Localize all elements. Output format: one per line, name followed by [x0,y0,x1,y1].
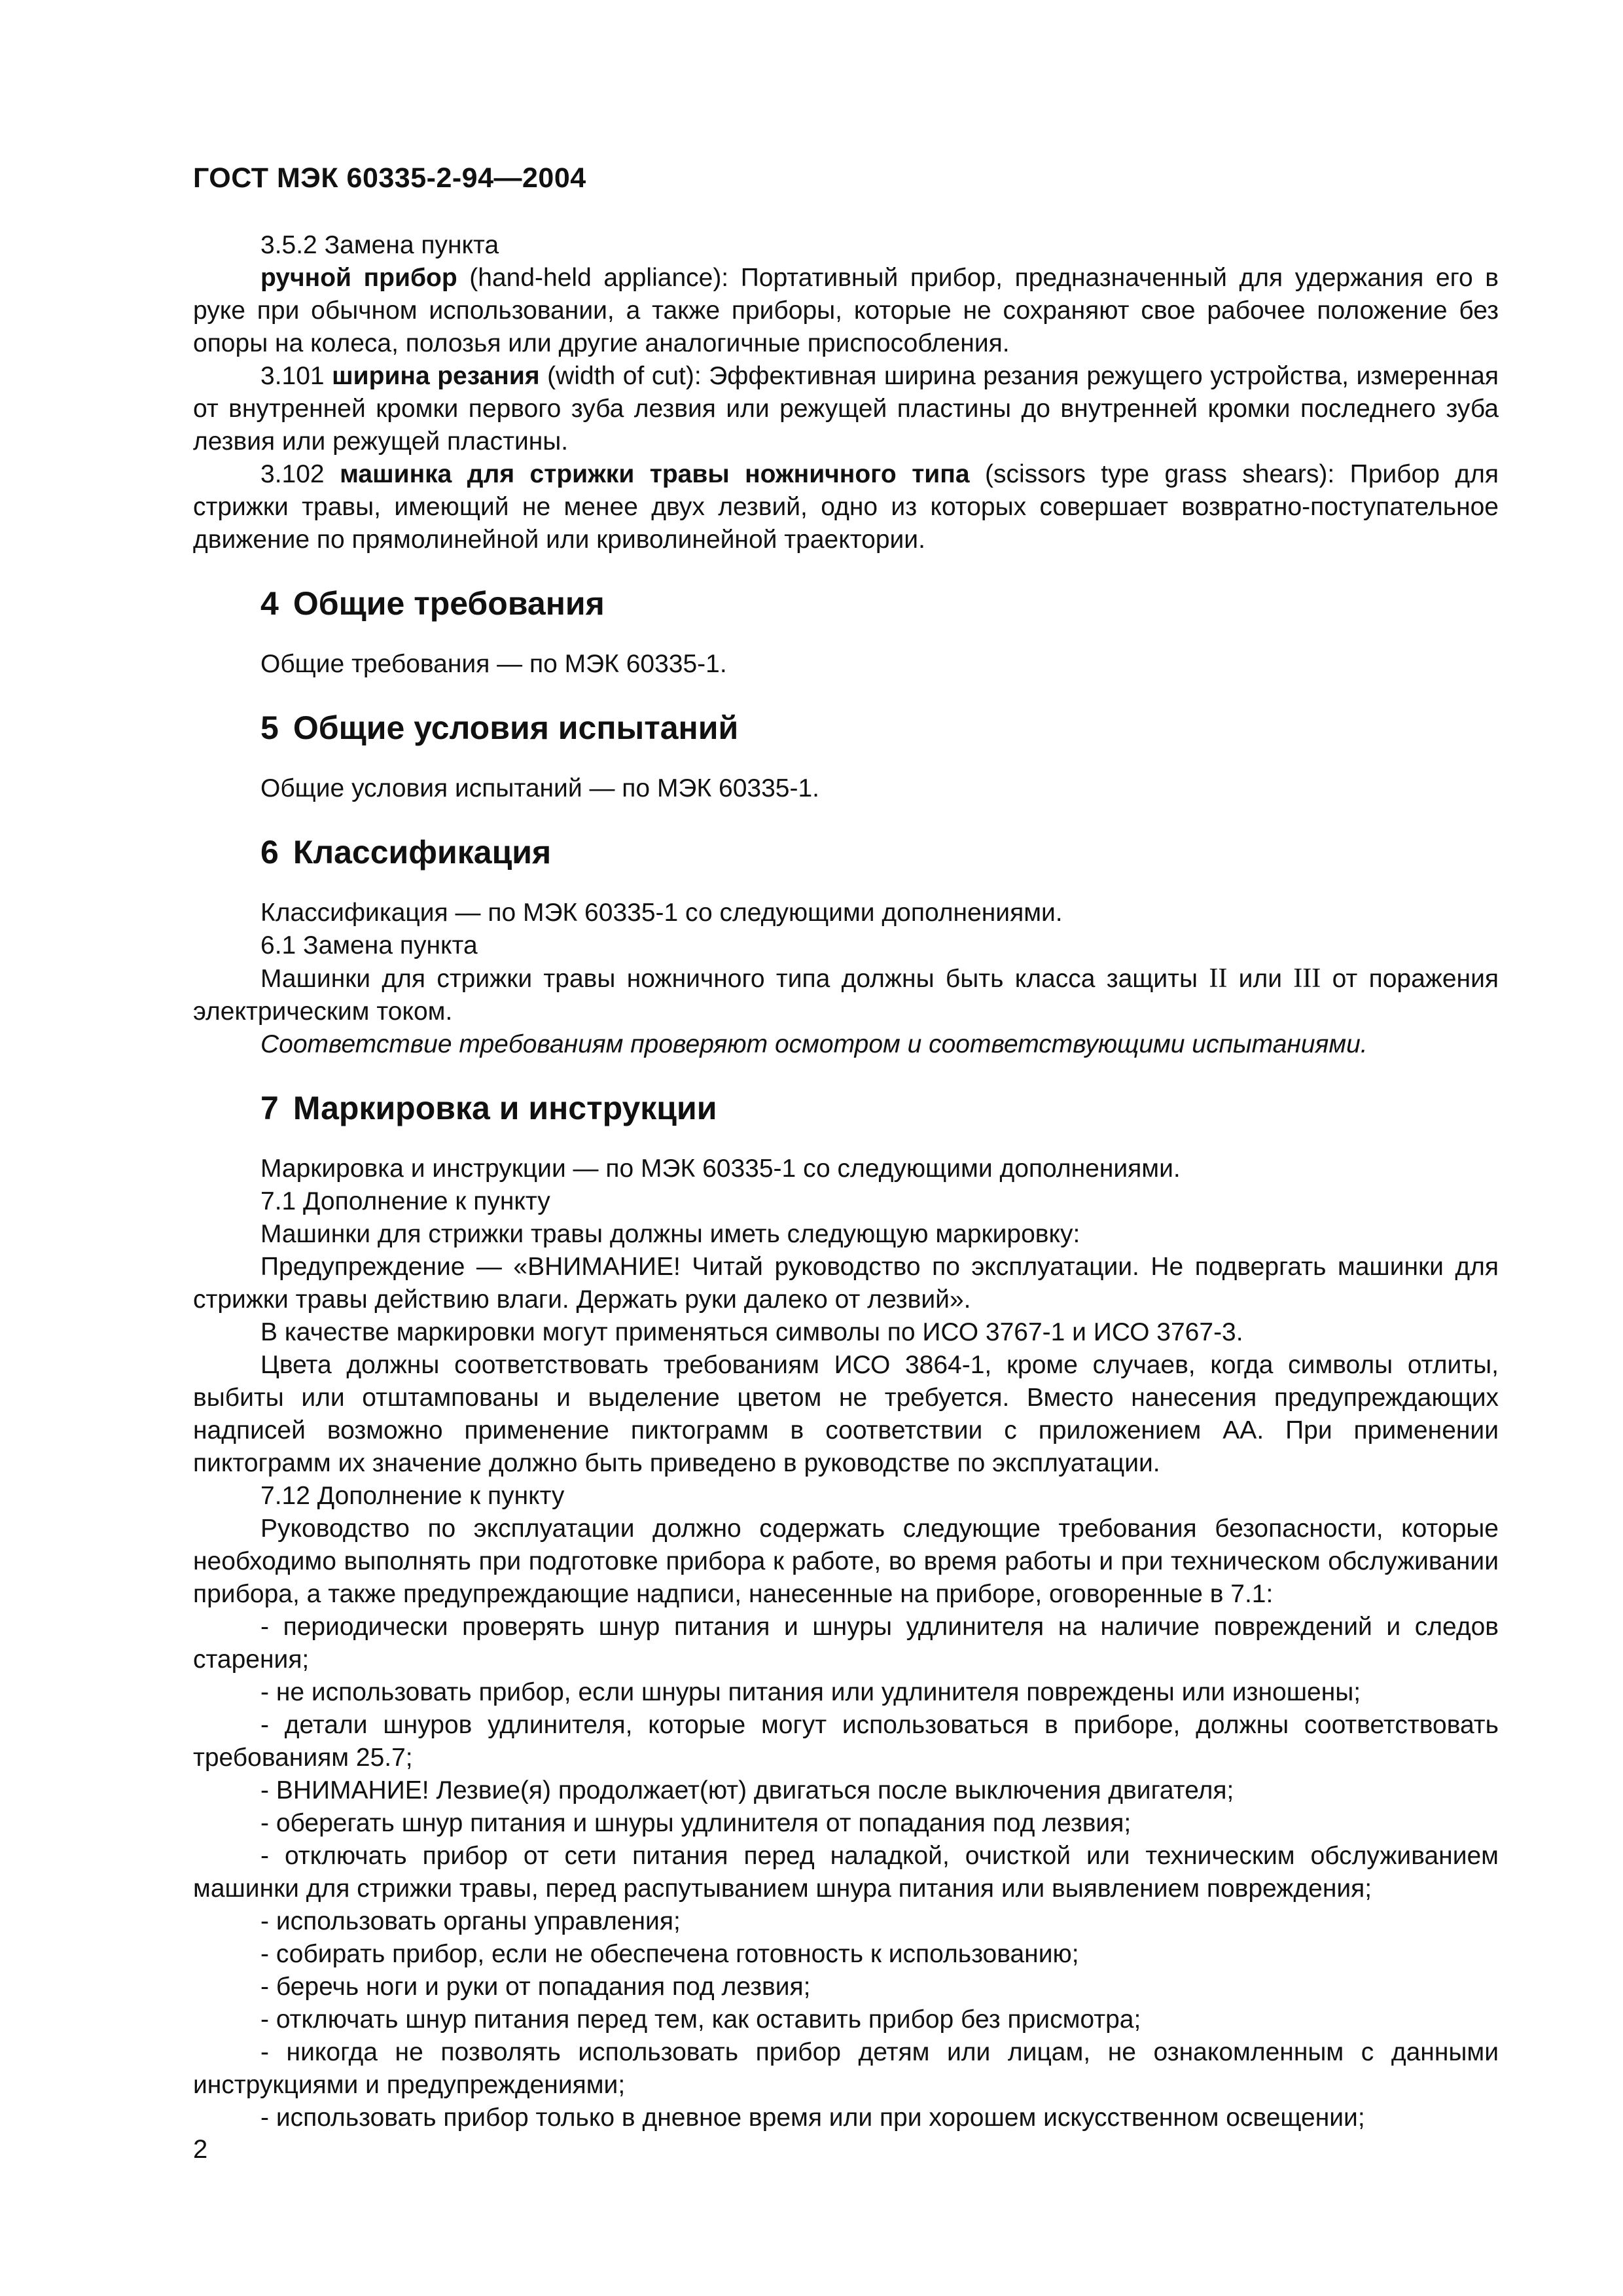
definition-scissors-type-grass-shears [193,458,1499,556]
class-roman-2: II [1209,963,1228,994]
list-item: - детали шнуров удлинителя, которые могут использоваться в приборе, должны соответствовать требованиям 25.7; [193,1711,1499,1772]
list-item: - собирать прибор, если не обеспечена готовность к использованию; [260,1940,1079,1968]
section-number: 7 [260,1090,279,1126]
term-hand-held-appliance: ручной прибор [260,264,457,292]
list-item: - беречь ноги и руки от попадания под лезвия; [260,1973,811,2001]
compliance-note: Соответствие требованиям проверяют осмотром и соответствующими испытаниями. [260,1030,1368,1058]
section-number: 5 [260,709,279,746]
term-width-of-cut: ширина резания [332,362,540,390]
class-roman-3: III [1293,963,1321,994]
definition-hand-held-appliance [193,262,1499,360]
list-item: - использовать прибор только в дневное время или при хорошем искусственном освещении; [260,2104,1365,2132]
paragraph: Машинки для стрижки травы должны иметь следующую маркировку: [260,1220,1080,1248]
clause-number: 3.102 [260,460,340,488]
list-item: - никогда не позволять использовать прибор детям или лицам, не ознакомленным с данными инструкциями и предупреждениями; [193,2038,1499,2099]
definition-text: (width of cut): Эффективная ширина резания режущего устройства, измеренная от внутренней кромки первого зуба лезвия или режущей пластины до внутренней кромки последнего зуба лезвия или режущей пластины. [193,362,1499,456]
section-heading-7 [260,1089,1499,1127]
section-heading-5 [260,709,1499,747]
list-item: - отключать прибор от сети питания перед наладкой, очисткой или техническим обслуживанием машинки для стрижки травы, перед распутыванием шнура питания или выявлением повреждения; [193,1842,1499,1903]
paragraph: Цвета должны соответствовать требованиям ИСО 3864-1, кроме случаев, когда символы отлиты, выбиты или отштампованы и выделение цветом не требуется. Вместо нанесения предупреждающих надписей возможно применение пиктограмм в соответствии с приложением АА. При применении пиктограмм их значение должно быть приведено в руководстве по эксплуатации. [193,1351,1499,1477]
list-item: - использовать органы управления; [260,1907,681,1935]
section-4-text: Общие требования — по МЭК 60335-1. [260,650,727,678]
clause-7-1-heading: 7.1 Дополнение к пункту [260,1187,550,1215]
term-scissors-type-grass-shears: машинка для стрижки травы ножничного типа [340,460,970,488]
paragraph: Предупреждение — «ВНИМАНИЕ! Читай руководство по эксплуатации. Не подвергать машинки для стрижки травы действию влаги. Держать руки далеко от лезвий». [193,1253,1499,1314]
list-item: - отключать шнур питания перед тем, как оставить прибор без присмотра; [260,2005,1141,2034]
section-5-text: Общие условия испытаний — по МЭК 60335-1. [260,774,819,802]
paragraph: В качестве маркировки могут применяться символы по ИСО 3767-1 и ИСО 3767-3. [260,1318,1243,1346]
section-6-intro: Классификация — по МЭК 60335-1 со следующими дополнениями. [260,899,1063,927]
clause-6-1-text [193,962,1499,1028]
paragraph: Маркировка и инструкции — по МЭК 60335-1 со следующими дополнениями. [260,1155,1181,1183]
section-title: Классификация [293,834,552,870]
text-part: Машинки для стрижки травы ножничного типа должны быть класса защиты [260,965,1209,993]
paragraph: Руководство по эксплуатации должно содержать следующие требования безопасности, которые необходимо выполнять при подготовке прибора к работе, во время работы и при техническом обслуживании прибора, а также предупреждающие надписи, нанесенные на приборе, оговоренные в 7.1: [193,1515,1499,1608]
page-number: 2 [193,2135,208,2164]
section-title: Маркировка и инструкции [293,1090,717,1126]
definition-width-of-cut [193,360,1499,458]
text-part: или [1227,965,1294,993]
section-number: 6 [260,834,279,870]
document-header: ГОСТ МЭК 60335-2-94—2004 [193,162,586,194]
clause-number: 3.101 [260,362,332,390]
section-heading-4 [260,584,1499,622]
list-item: - оберегать шнур питания и шнуры удлинителя от попадания под лезвия; [260,1809,1132,1837]
section-number: 4 [260,585,279,622]
section-title: Общие условия испытаний [293,709,739,746]
definition-text: (scissors type grass shears): Прибор для стрижки травы, имеющий не менее двух лезвий, одно из которых совершает возвратно-поступательное движение по прямолинейной или криволинейной траектории. [193,460,1499,554]
list-item: - ВНИМАНИЕ! Лезвие(я) продолжает(ют) двигаться после выключения двигателя; [260,1776,1234,1804]
section-heading-6 [260,833,1499,871]
clause-3-5-2-heading: 3.5.2 Замена пункта [260,231,499,259]
text-part: от поражения электрическим током. [193,965,1499,1026]
list-item: - не использовать прибор, если шнуры питания или удлинителя повреждены или изношены; [260,1678,1361,1706]
clause-7-12-heading: 7.12 Дополнение к пункту [260,1482,565,1510]
section-title: Общие требования [293,585,605,622]
definition-text: (hand-held appliance): Портативный прибор, предназначенный для удержания его в руке при обычном использовании, а также приборы, которые не сохраняют свое рабочее положение без опоры на колеса, полозья или другие аналогичные приспособления. [193,264,1499,357]
list-item: - периодически проверять шнур питания и шнуры удлинителя на наличие повреждений и следов старения; [193,1613,1499,1674]
document-body [193,229,1499,2134]
clause-6-1-heading: 6.1 Замена пункта [260,931,478,960]
